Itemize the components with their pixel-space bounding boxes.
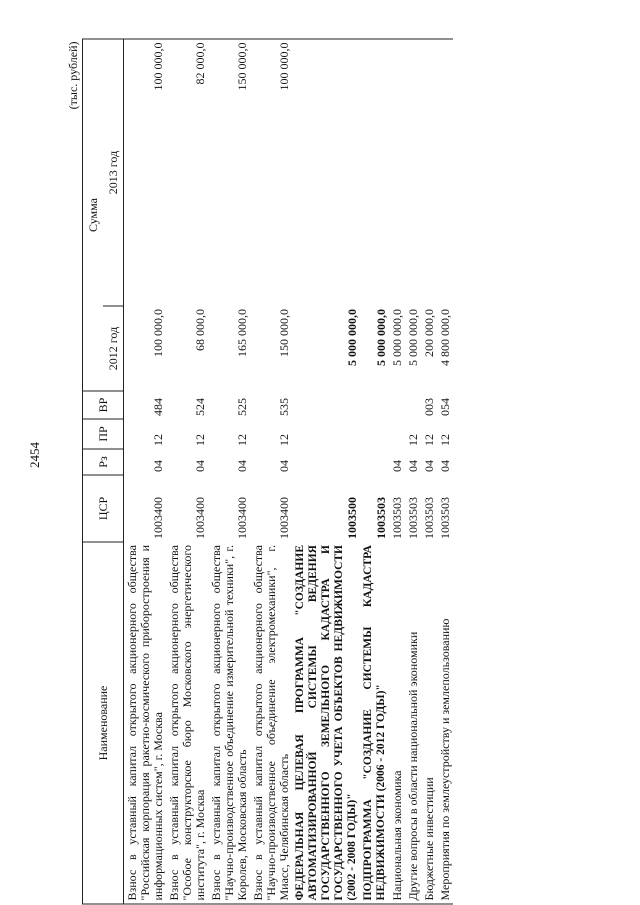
header-year-2012: 2012 год: [103, 306, 124, 391]
row-csr: 1003503: [438, 497, 452, 539]
row-rz: 04: [277, 460, 291, 472]
row-sum-2012: 100 000,0: [151, 309, 165, 357]
row-pr: 12: [438, 434, 452, 446]
row-sum-2013: 82 000,0: [166, 39, 208, 306]
row-rz: 04: [438, 460, 452, 472]
header-year-2013: 2013 год: [103, 39, 124, 306]
row-name: Взнос в уставный капитал открытого акционерного общества "Российская корпорация ракетно-космического приборостроения и информационных систем", г. Москва: [124, 542, 167, 904]
row-csr: 1003503: [422, 497, 436, 539]
row-pr: [360, 419, 389, 449]
row-csr: 1003503: [390, 497, 404, 539]
page-number: 2454: [27, 442, 42, 468]
row-sum-2012: 5 000 000,0: [374, 309, 388, 366]
row-sum-2013: [421, 39, 437, 306]
row-vr: 524: [193, 398, 207, 416]
table-row: [292, 39, 360, 904]
row-sum-2013: [360, 39, 389, 306]
row-sum-2012: 200 000,0: [422, 309, 436, 357]
row-vr: [360, 391, 389, 419]
table-row: [360, 39, 389, 904]
units-note: (тыс. рублей): [66, 41, 80, 110]
table-row: [208, 39, 250, 904]
row-sum-2013: 150 000,0: [208, 39, 250, 306]
row-pr: 12: [151, 434, 165, 446]
row-name: Мероприятия по землеустройству и землепользованию: [437, 542, 453, 904]
row-vr: [389, 391, 405, 419]
row-name: ФЕДЕРАЛЬНАЯ ЦЕЛЕВАЯ ПРОГРАММА "СОЗДАНИЕ АВТОМАТИЗИРОВАННОЙ СИСТЕМЫ ВЕДЕНИЯ ГОСУДАРСТВЕННОГО ЗЕМЕЛЬНОГО КАДАСТРА И ГОСУДАРСТВЕННОГО УЧЕТА ОБЪЕКТОВ НЕДВИЖИМОСТИ (2002 - 2008 ГОДЫ)": [292, 542, 360, 904]
table-row: [437, 39, 453, 904]
row-rz: 04: [422, 460, 436, 472]
row-rz: 04: [390, 460, 404, 472]
row-pr: [389, 419, 405, 449]
header-csr: ЦСР: [83, 475, 124, 542]
row-sum-2013: 100 000,0: [250, 39, 292, 306]
table-row: [166, 39, 208, 904]
table-row: [250, 39, 292, 904]
row-csr: 1003400: [235, 497, 249, 539]
row-csr: 1003500: [345, 497, 359, 539]
table-row: [405, 39, 421, 904]
table-row: [124, 39, 167, 904]
row-pr: 12: [406, 434, 420, 446]
row-sum-2012: 5 000 000,0: [390, 309, 404, 366]
row-name: Бюджетные инвестиции: [421, 542, 437, 904]
row-name: Взнос в уставный капитал открытого акционерного общества "Научно-производственное объединение измерительной техники", г. Королев, Московская область: [208, 542, 250, 904]
row-sum-2012: 68 000,0: [193, 309, 207, 351]
row-csr: 1003400: [277, 497, 291, 539]
row-pr: 12: [235, 434, 249, 446]
row-vr: [292, 391, 360, 419]
row-name: Взнос в уставный капитал открытого акционерного общества "Особое конструкторское бюро Московского энергетического института", г. Москва: [166, 542, 208, 904]
row-sum-2012: 5 000 000,0: [406, 309, 420, 366]
row-csr: 1003400: [151, 497, 165, 539]
row-pr: 12: [277, 434, 291, 446]
row-rz: [360, 449, 389, 475]
row-vr: 535: [277, 398, 291, 416]
row-name: Другие вопросы в области национальной экономики: [405, 542, 421, 904]
row-vr: 484: [151, 398, 165, 416]
row-csr: 1003503: [374, 497, 388, 539]
header-sum: Сумма: [83, 39, 104, 391]
row-sum-2012: 150 000,0: [277, 309, 291, 357]
rotated-table-sheet: [64, 40, 572, 905]
row-name: Национальная экономика: [389, 542, 405, 904]
row-sum-2013: [292, 39, 360, 306]
row-pr: [292, 419, 360, 449]
table-row: [421, 39, 437, 904]
row-csr: 1003400: [193, 497, 207, 539]
row-sum-2013: [405, 39, 421, 306]
row-pr: 12: [422, 434, 436, 446]
row-sum-2013: [437, 39, 453, 306]
row-vr: 003: [422, 398, 436, 416]
row-sum-2012: 165 000,0: [235, 309, 249, 357]
header-vr: ВР: [83, 391, 124, 419]
row-rz: 04: [406, 460, 420, 472]
row-name: Взнос в уставный капитал открытого акционерного общества "Научно-производственное объединение электромеханики", г. Миасс, Челябинская область: [250, 542, 292, 904]
row-pr: 12: [193, 434, 207, 446]
row-sum-2012: 5 000 000,0: [345, 309, 359, 366]
row-sum-2013: [389, 39, 405, 306]
row-rz: 04: [193, 460, 207, 472]
row-vr: [405, 391, 421, 419]
row-rz: 04: [235, 460, 249, 472]
row-vr: 054: [438, 398, 452, 416]
row-rz: 04: [151, 460, 165, 472]
budget-table: [82, 38, 453, 904]
row-rz: [292, 449, 360, 475]
header-name: Наименование: [83, 542, 124, 904]
table-row: [389, 39, 405, 904]
header-pr: ПР: [83, 419, 124, 449]
row-name: ПОДПРОГРАММА "СОЗДАНИЕ СИСТЕМЫ КАДАСТРА НЕДВИЖИМОСТИ (2006 - 2012 ГОДЫ)": [360, 542, 389, 904]
row-csr: 1003503: [406, 497, 420, 539]
header-rz: Рз: [83, 449, 124, 475]
row-vr: 525: [235, 398, 249, 416]
row-sum-2012: 4 800 000,0: [438, 309, 452, 366]
row-sum-2013: 100 000,0: [124, 39, 167, 306]
